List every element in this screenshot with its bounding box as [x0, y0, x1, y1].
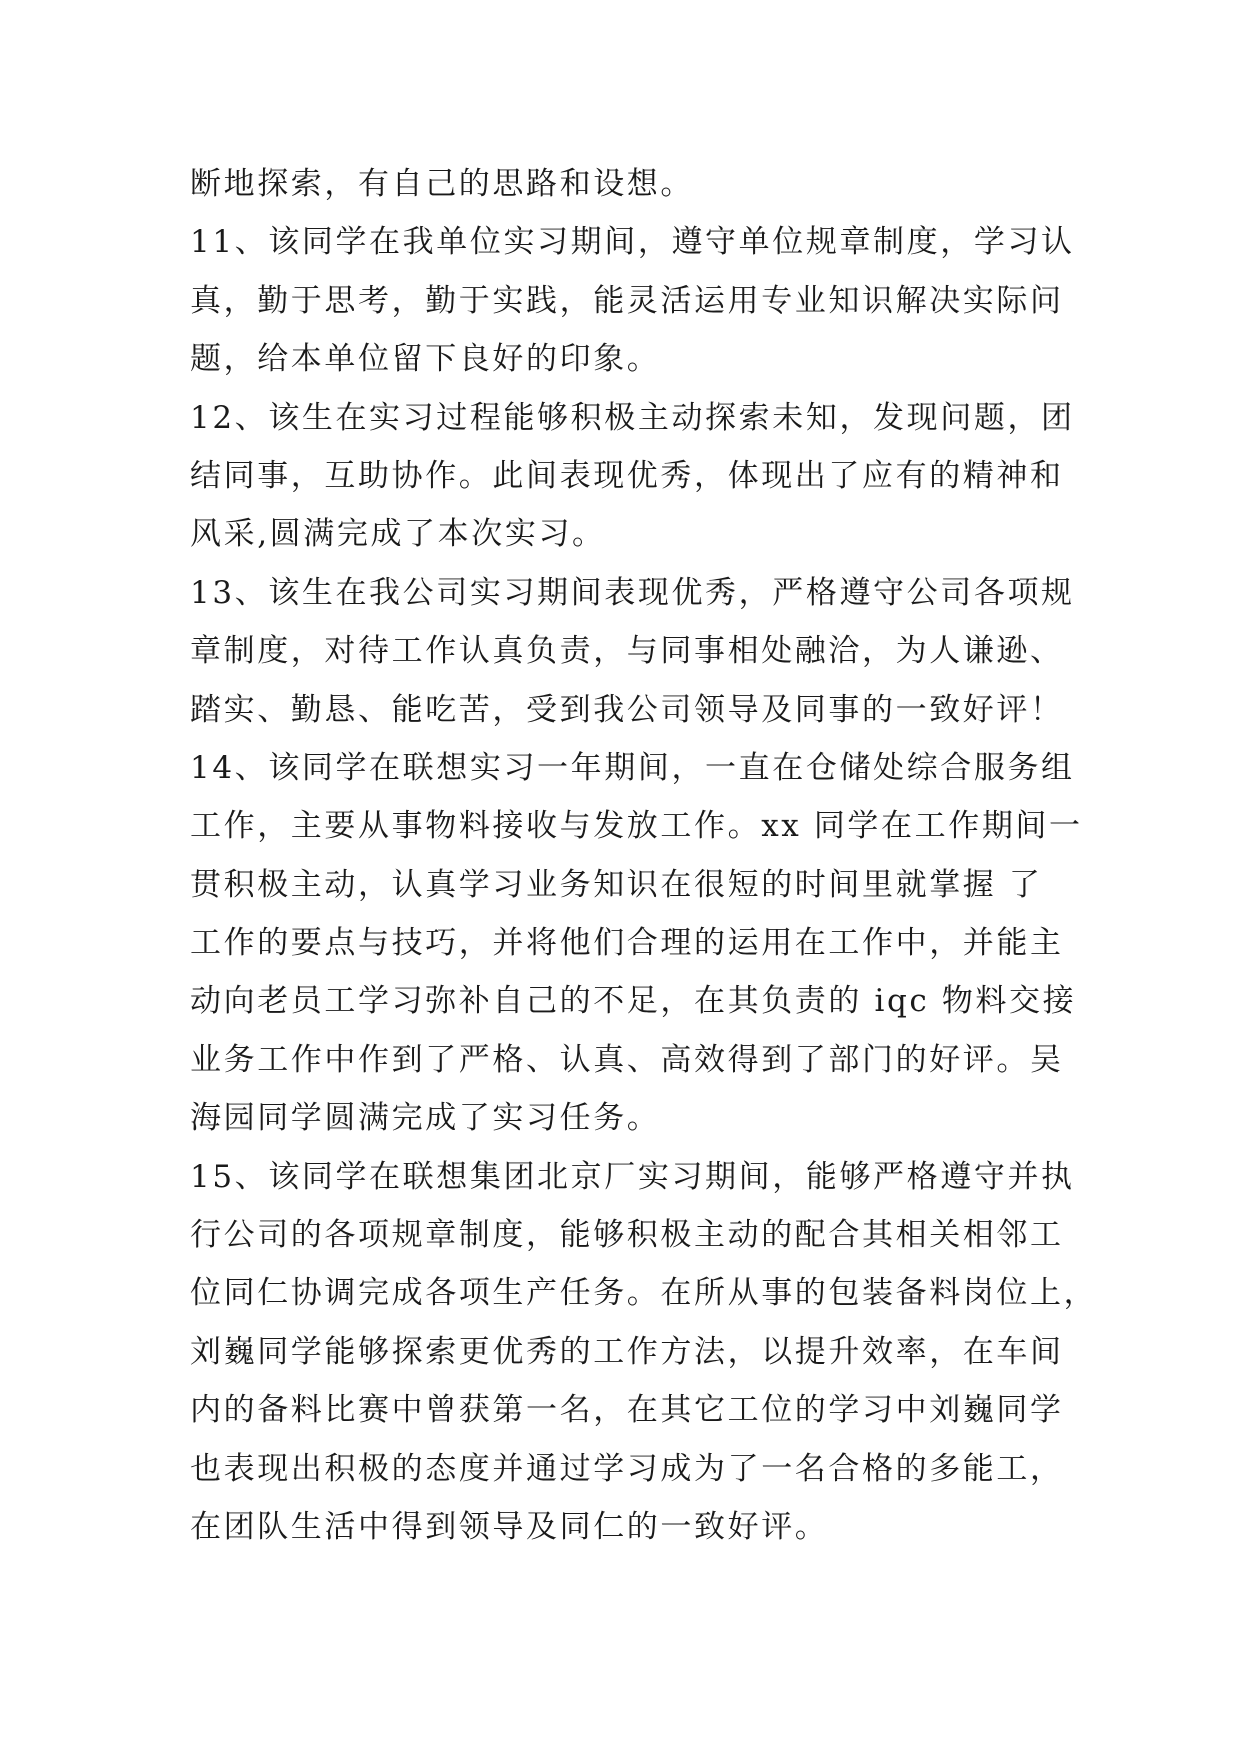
text-line-10: 踏实、勤恳、能吃苦，受到我公司领导及同事的一致好评！ — [190, 691, 1064, 728]
text-line-15: 动向老员工学习弥补自己的不足，在其负责的 iqc 物料交接 — [190, 983, 1077, 1020]
text-line-21: 刘巍同学能够探索更优秀的工作方法，以提升效率，在车间 — [190, 1333, 1064, 1370]
text-line-13: 贯积极主动，认真学习业务知识在很短的时间里就掌握 了 — [190, 866, 1043, 903]
text-line-17: 海园同学圆满完成了实习任务。 — [190, 1100, 661, 1137]
text-line-19: 行公司的各项规章制度，能够积极主动的配合其相关相邻工 — [190, 1217, 1064, 1254]
text-line-18: 15、该同学在联想集团北京厂实习期间，能够严格遵守并执 — [190, 1158, 1075, 1195]
text-line-6: 结同事，互助协作。此间表现优秀，体现出了应有的精神和 — [190, 457, 1064, 494]
text-line-2: 11、该同学在我单位实习期间，遵守单位规章制度，学习认 — [190, 224, 1075, 261]
text-line-20: 位同仁协调完成各项生产任务。在所从事的包装备料岗位上， — [190, 1275, 1098, 1312]
text-line-8: 13、该生在我公司实习期间表现优秀，严格遵守公司各项规 — [190, 574, 1075, 611]
text-line-1: 断地探索，有自己的思路和设想。 — [190, 166, 694, 202]
text-line-4: 题，给本单位留下良好的印象。 — [190, 341, 661, 378]
text-line-14: 工作的要点与技巧，并将他们合理的运用在工作中，并能主 — [190, 925, 1064, 962]
text-line-5: 12、该生在实习过程能够积极主动探索未知，发现问题，团 — [190, 399, 1075, 436]
text-line-23: 也表现出积极的态度并通过学习成为了一名合格的多能工， — [190, 1450, 1064, 1487]
text-line-9: 章制度，对待工作认真负责，与同事相处融洽，为人谦逊、 — [190, 633, 1064, 670]
text-line-3: 真，勤于思考，勤于实践，能灵活运用专业知识解决实际问 — [190, 282, 1064, 319]
text-line-7: 风采,圆满完成了本次实习。 — [190, 516, 606, 553]
text-line-12: 工作，主要从事物料接收与发放工作。xx 同学在工作期间一 — [190, 808, 1083, 845]
text-line-24: 在团队生活中得到领导及同仁的一致好评。 — [190, 1508, 829, 1545]
text-line-16: 业务工作中作到了严格、认真、高效得到了部门的好评。吴 — [190, 1041, 1064, 1078]
text-line-22: 内的备料比赛中曾获第一名，在其它工位的学习中刘巍同学 — [190, 1392, 1064, 1429]
text-line-11: 14、该同学在联想实习一年期间，一直在仓储处综合服务组 — [190, 749, 1075, 786]
document-body — [190, 155, 1098, 1556]
